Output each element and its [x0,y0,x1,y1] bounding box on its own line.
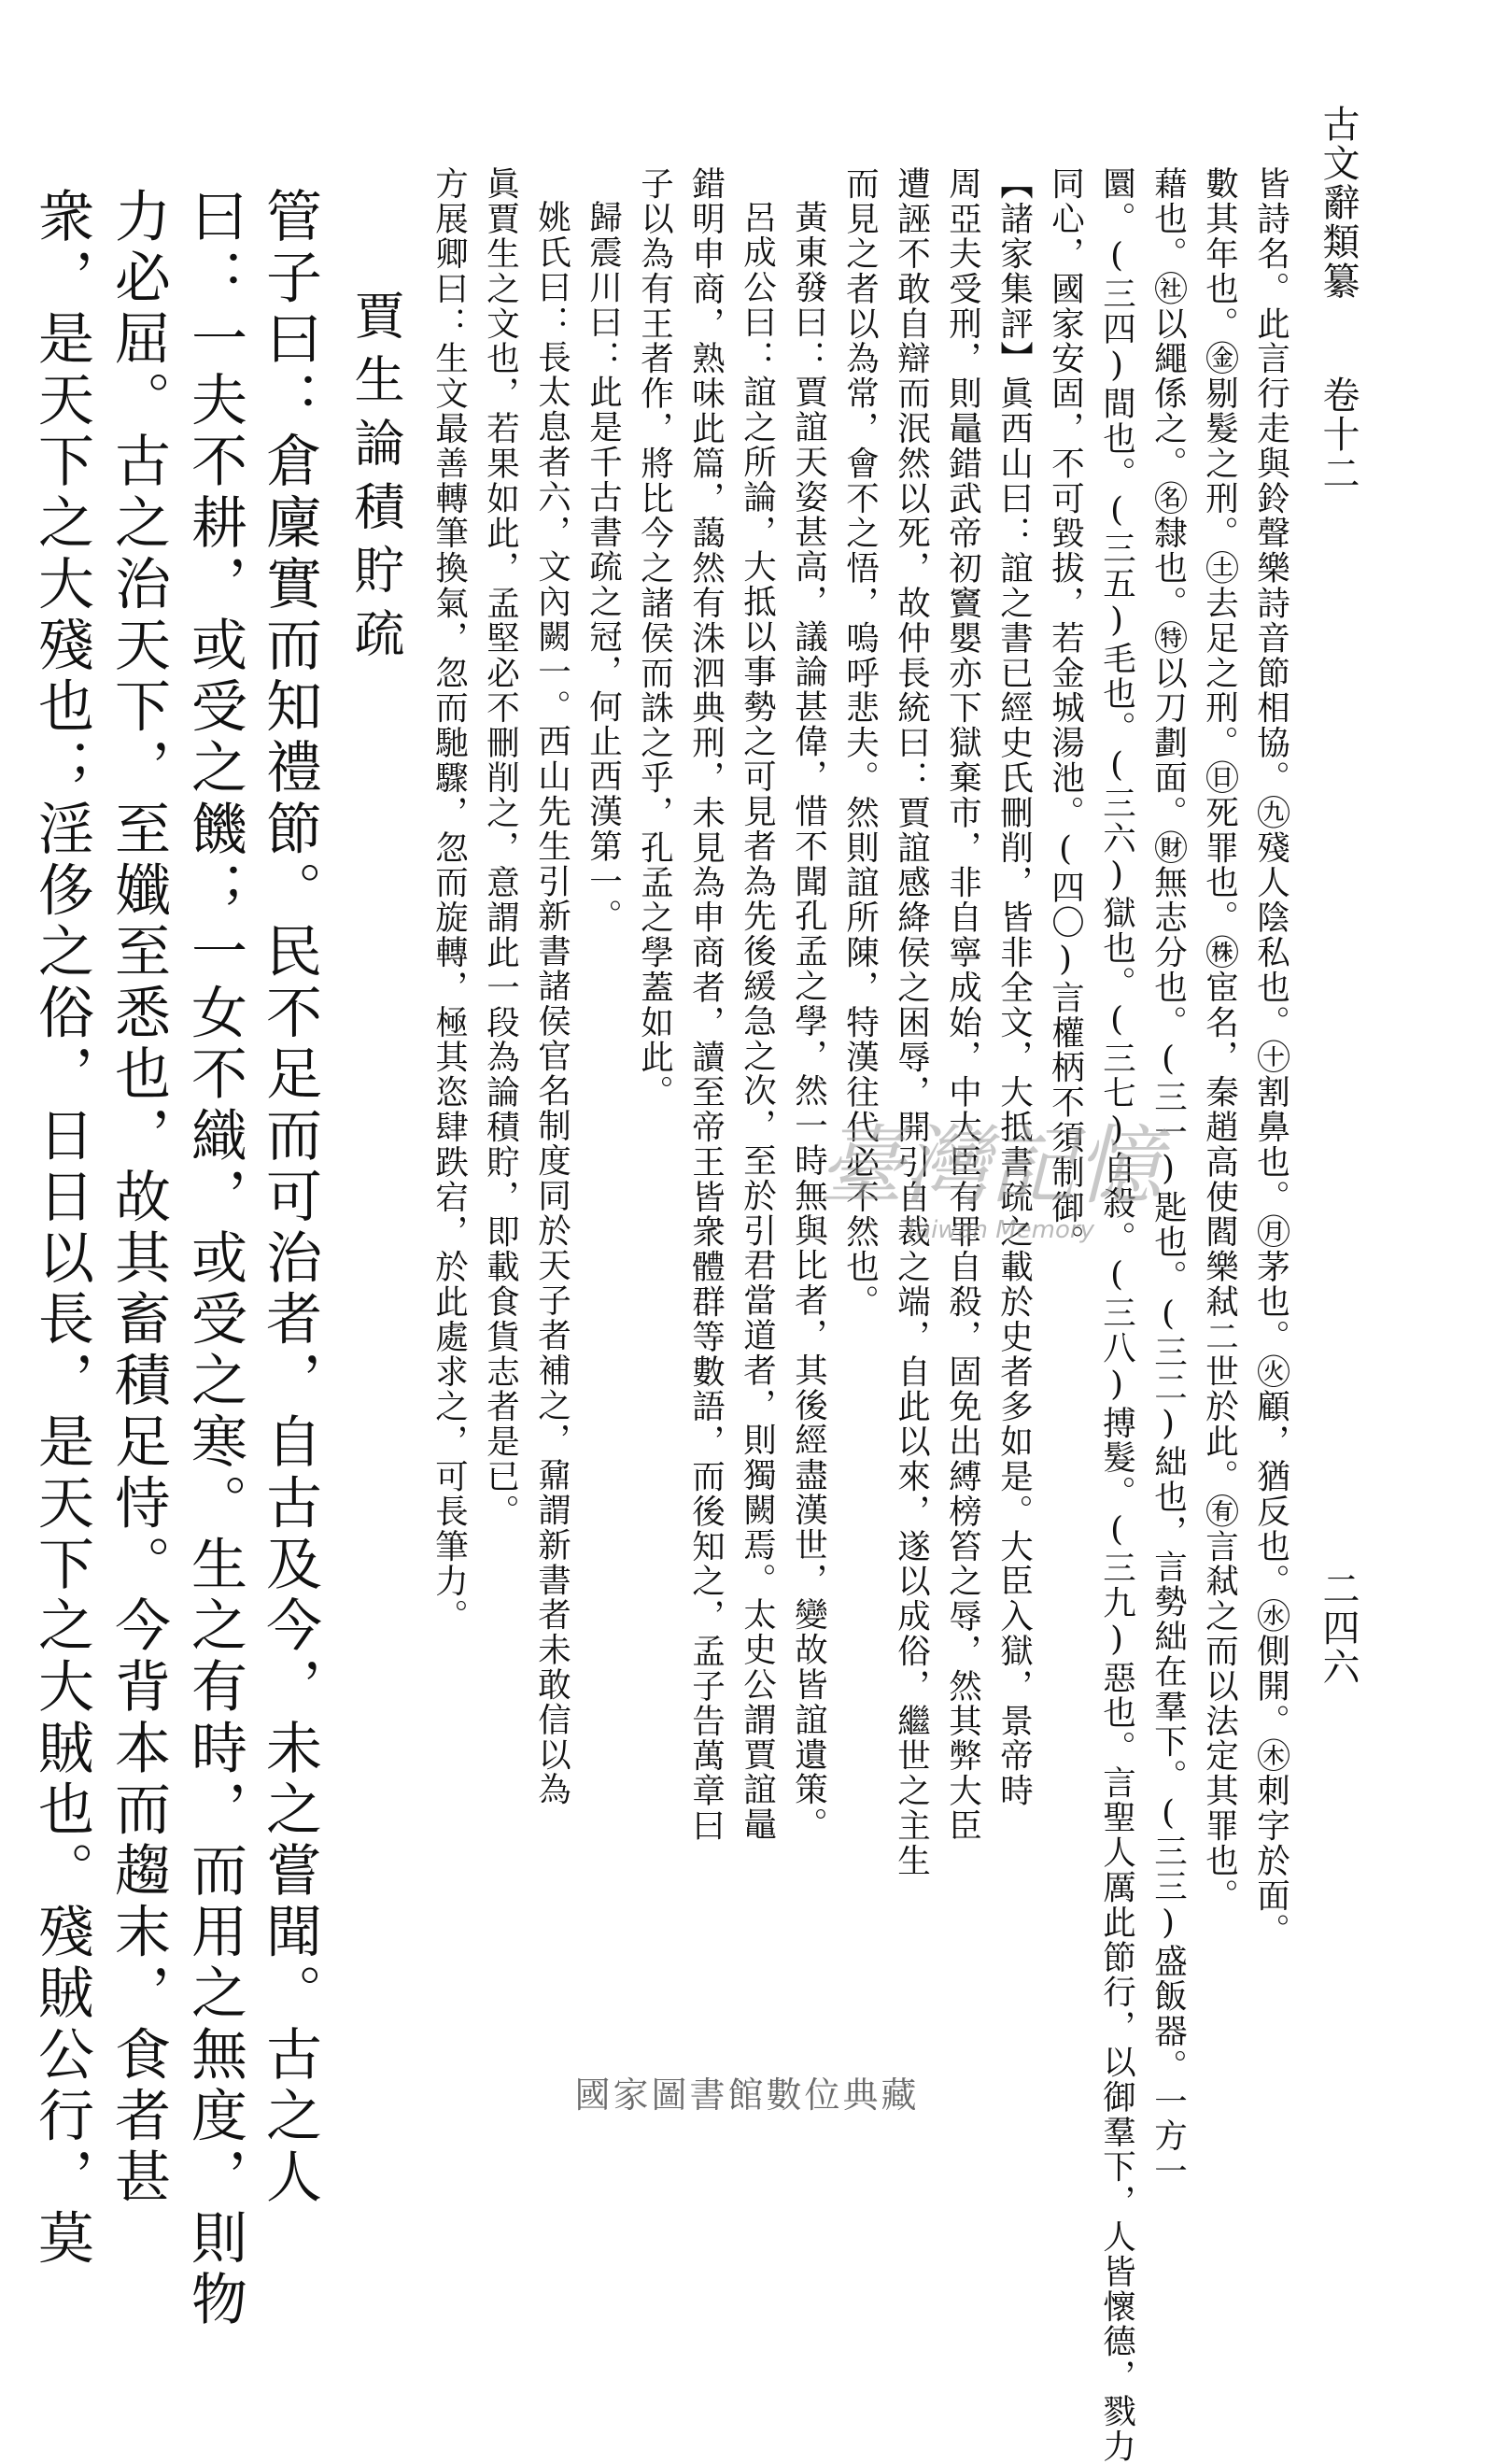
commentary-column: 周亞夫受刑，則鼂錯武帝初竇嬰亦下獄棄市，非自寧成始，中大臣有罪自殺，固免出縛榜笞之辱，然其弊大臣 [943,166,982,1844]
commentary-column: 遭誣不敢自辯而泯然以死，故仲長統曰：賈誼感絳侯之困辱，開引自裁之端，自此以來，遂以成俗，繼世之主生 [892,166,931,1878]
commentary-column: 姚氏曰：長太息者六，文內闕一。西山先生引新書諸侯官名制度同於天子者補之，鼐謂新書者未敢信以為 [532,200,571,1807]
volume-label: 卷十二 [1317,375,1360,493]
watermark-logo [766,1107,1214,1247]
essay-column: 曰：一夫不耕，或受之饑；一女不織，或受之寒。生之有時，而用之無度，則物 [182,187,247,2331]
essay-title: 賈生論積貯疏 [346,290,405,671]
essay-column: 衆，是天下之大殘也；淫侈之俗，日日以長，是天下之大賊也。殘賊公行，莫 [29,187,94,2271]
commentary-column: 錯明申商，熟味此篇，藹然有洙泗典刑，未見為申商者，讀至帝王皆衆體群等數語，而後知之，孟子告萬章曰 [686,166,726,1844]
commentary-column: 眞賈生之文也，若果如此，孟堅必不刪削之，意謂此一段為論積貯，即載食貨志者是已。 [481,166,520,1529]
commentary-column: 而見之者以為常，會不之悟，嗚呼悲夫。然則誼所陳，特漢往代必不然也。 [840,166,880,1320]
note-column: 同心，國家安固，不可毀拔，若金城湯池。(四〇)言權柄不須制御。 [1046,166,1085,1260]
note-column: 藉也。㊓以繩係之。㊔隸也。㊕以刀劃面。㊖無志分也。(三一)匙也。(三二)絀也，言勢絀在羣下。(三三)盛飯器。一方一 [1149,166,1188,2188]
watermark-text: 臺灣記憶 [817,1116,1163,1216]
note-column: 數其年也。㊎剔髮之刑。㊏去足之刑。㊐死罪也。㊑宦名，秦趙高使閻樂弒二世於此。㊒言弒之而以法定其罪也。 [1200,166,1239,1913]
commentary-column: 子以為有王者作，將比今之諸侯而誅之乎，孔孟之學蓋如此。 [635,166,674,1110]
book-title: 古文辭類纂 [1317,105,1360,301]
note-column: 皆詩名。此言行走與鈴聲樂詩音節相協。㊈殘人陰私也。㊉割鼻也。㊊茅也。㊋顧，猶反也。㊌側開。㊍刺字於面。 [1251,166,1290,1948]
essay-column: 力必屈。古之治天下，至孅至悉也，故其畜積足恃。今背本而趨末，食者甚 [106,187,171,2209]
essay-column: 管子曰：倉廩實而知禮節。民不足而可治者，自古及今，未之嘗聞。古之人 [257,187,322,2209]
commentary-column: 歸震川曰：此是千古書疏之冠，何止西漢第一。 [584,200,623,934]
watermark-subtext: Taiwan Memory [904,1216,1094,1244]
note-column: 圜。(三四)間也。(三五)毛也。(三六)獄也。(三七)自殺。(三八)搏髮。(三九)惡也。言聖人厲此節行，以御羣下，人皆懷德，戮力 [1097,166,1136,2464]
page-number: 二四六 [1317,1569,1360,1687]
commentary-column: 呂成公曰：誼之所論，大抵以事勢之可見者為先後緩急之次，至於引君當道者，則獨闕焉。太史公謂賈誼鼂 [738,200,777,1842]
commentary-column: 方展卿曰：生文最善轉筆換氣，忽而馳驟，忽而旋轉，極其恣肆跌宕，於此處求之，可長筆力。 [430,166,469,1634]
commentary-column: 黃東發曰：賈誼天姿甚高，議論甚偉，惜不聞孔孟之學，然一時無與比者，其後經盡漢世，變故皆誼遺策。 [789,200,828,1842]
commentary-column: 【諸家集評】眞西山曰：誼之書已經史氏刪削，皆非全文，大抵書疏之載於史者多如是。大臣入獄，景帝時 [994,166,1034,1808]
footer-credit: 國家圖書館數位典藏 [574,2075,920,2116]
